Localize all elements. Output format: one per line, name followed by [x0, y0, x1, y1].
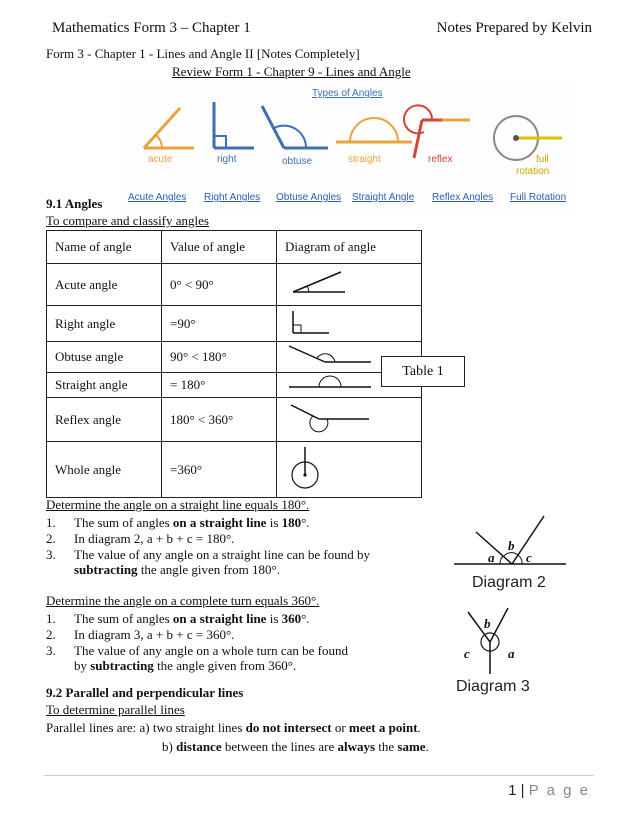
acute-angle-diagram [285, 268, 355, 298]
rotation-label: rotation [516, 166, 550, 177]
list-item: 1. The sum of angles on a straight line is 360°. [46, 611, 310, 626]
parallel-definition-a: Parallel lines are: a) two straight lines do not intersect or meet a point. [46, 720, 421, 735]
full-label: full [536, 154, 549, 165]
acute-label: acute [148, 154, 173, 165]
table-row [47, 398, 422, 442]
angle-name: Straight angle [47, 373, 162, 398]
complete-turn-heading: Determine the angle on a complete turn equals 360°. [46, 593, 320, 608]
caption-reflex: Reflex Angles [432, 192, 494, 203]
angle-types-illustration [122, 80, 576, 210]
page-number: 1 [508, 782, 517, 799]
angle-value: =90° [162, 306, 277, 342]
reflex-label: reflex [428, 154, 453, 165]
full-rotation-icon [494, 116, 562, 160]
diagram-2-letter-c: c [526, 550, 532, 565]
diagram-3-letter-b: b [484, 616, 491, 631]
footer-separator: | [520, 782, 525, 799]
straight-label: straight [348, 154, 381, 165]
caption-straight: Straight Angle [352, 192, 415, 203]
straight-angle-diagram [285, 373, 375, 393]
caption-right: Right Angles [204, 192, 261, 203]
acute-angle-icon [144, 108, 194, 148]
list-item: 3. The value of any angle on a straight line can be found by subtracting the angle given from 180°. [46, 547, 371, 577]
angle-value: = 180° [162, 373, 277, 398]
angle-name: Reflex angle [47, 398, 162, 442]
list-item: 2. In diagram 2, a + b + c = 180°. [46, 531, 235, 546]
reflex-angle-icon [404, 105, 470, 158]
angle-diagram-cell [277, 442, 422, 498]
diagram-3-figure [448, 606, 558, 676]
section-heading-parallel: 9.2 Parallel and perpendicular lines [46, 685, 244, 700]
obtuse-angle-diagram [285, 342, 375, 368]
angle-name: Whole angle [47, 442, 162, 498]
angle-name: Obtuse angle [47, 342, 162, 373]
table-row [47, 442, 422, 498]
list-item: 1. The sum of angles on a straight line is 180°. [46, 515, 310, 530]
diagram-2-letter-b: b [508, 538, 515, 553]
diagram-3-label: Diagram 3 [456, 678, 530, 695]
table-header: Value of angle [162, 231, 277, 264]
diagram-2 [450, 512, 570, 602]
diagram-3-letter-c: c [464, 646, 470, 661]
caption-acute: Acute Angles [128, 192, 187, 203]
whole-angle-diagram [285, 443, 355, 493]
caption-obtuse: Obtuse Angles [276, 192, 342, 203]
parallel-subheading: To determine parallel lines [46, 702, 185, 717]
angle-diagram-cell [277, 264, 422, 306]
parallel-definition-b: b) distance between the lines are always the same. [162, 739, 429, 754]
straight-angle-icon [336, 118, 412, 142]
diagram-2-label: Diagram 2 [472, 574, 546, 591]
page-word: P a g e [528, 782, 590, 799]
angle-diagram-cell [277, 306, 422, 342]
caption-full: Full Rotation [510, 192, 567, 203]
table-row [47, 306, 422, 342]
reflex-angle-diagram [285, 399, 375, 437]
section-heading-angles: 9.1 Angles [46, 196, 103, 211]
diagram-3-letter-a: a [508, 646, 515, 661]
banner-title: Types of Angles [312, 88, 383, 99]
table-row [47, 264, 422, 306]
page-footer [508, 782, 590, 799]
angle-table [46, 230, 422, 498]
right-angle-icon [214, 102, 254, 148]
right-angle-diagram [285, 307, 355, 337]
angle-name: Right angle [47, 306, 162, 342]
diagram-3 [448, 606, 558, 701]
right-label: right [217, 154, 237, 165]
table-row [47, 342, 422, 373]
section-subheading: To compare and classify angles [46, 213, 209, 228]
obtuse-angle-icon [262, 106, 328, 148]
diagram-2-letter-a: a [488, 550, 495, 565]
table-header: Diagram of angle [277, 231, 422, 264]
complete-turn-list [46, 611, 348, 674]
header-author: Notes Prepared by Kelvin [436, 20, 592, 36]
header-title: Mathematics Form 3 – Chapter 1 [52, 20, 251, 36]
table-label: Table 1 [381, 356, 465, 387]
angle-value: 180° < 360° [162, 398, 277, 442]
straight-line-heading: Determine the angle on a straight line equals 180°. [46, 497, 310, 512]
table-row [47, 373, 422, 398]
angle-diagram-cell [277, 398, 422, 442]
types-of-angles-banner [122, 80, 576, 210]
intro-line: Form 3 - Chapter 1 - Lines and Angle II [Notes Completely] [46, 46, 360, 61]
list-item: 2. In diagram 3, a + b + c = 360°. [46, 627, 235, 642]
angle-name: Acute angle [47, 264, 162, 306]
angle-value: 90° < 180° [162, 342, 277, 373]
straight-line-list [46, 515, 370, 578]
angle-value: =360° [162, 442, 277, 498]
table-header-row [47, 231, 422, 264]
footer-divider [44, 775, 594, 776]
intro-review-line: Review Form 1 - Chapter 9 - Lines and Angle [172, 64, 411, 79]
angle-value: 0° < 90° [162, 264, 277, 306]
obtuse-label: obtuse [282, 156, 313, 167]
list-item: 3. The value of any angle on a whole turn can be found by subtracting the angle given from 360°. [46, 643, 348, 673]
table-header: Name of angle [47, 231, 162, 264]
